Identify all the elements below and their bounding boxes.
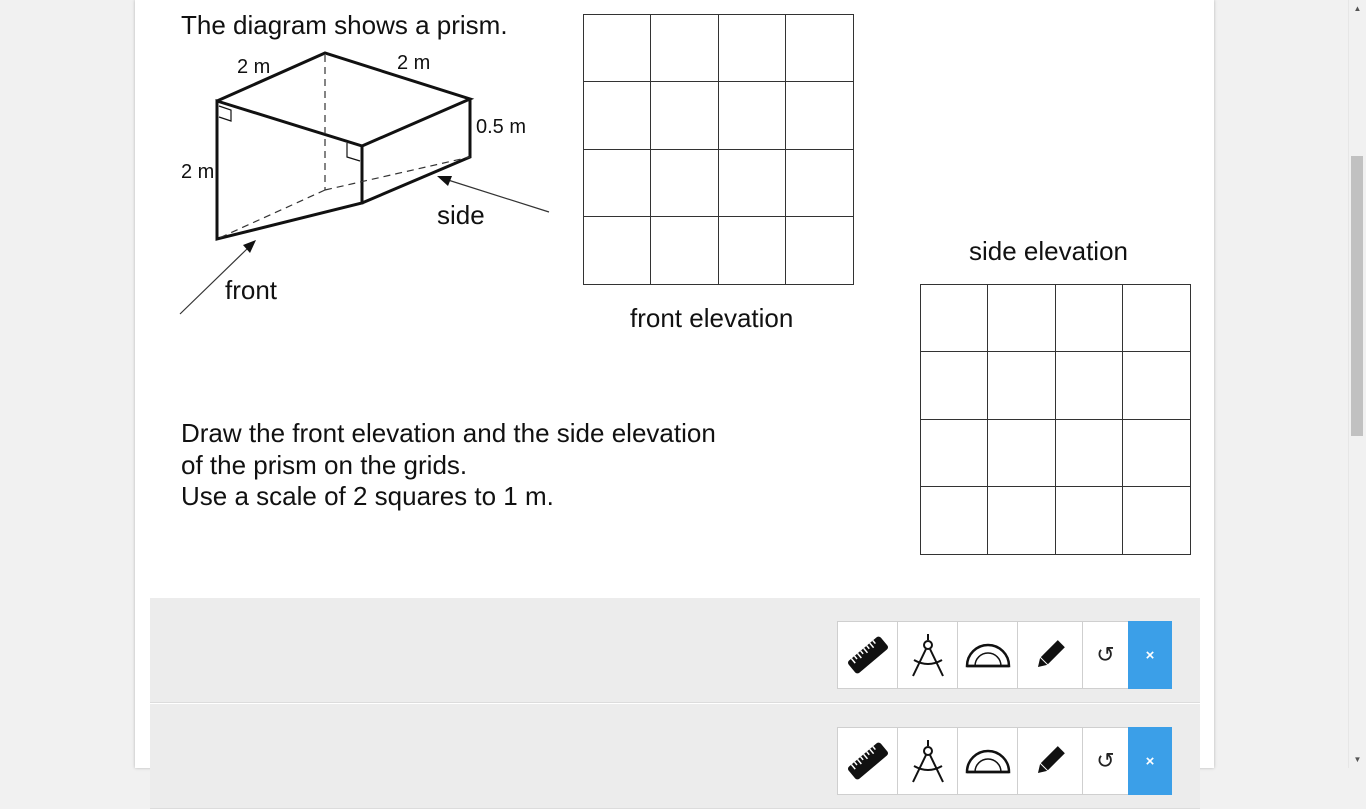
undo-button[interactable] [1082, 621, 1129, 689]
instruction-line: of the prism on the grids. [181, 449, 468, 480]
prism-right-edges [362, 99, 470, 203]
dim-top-left: 2 m [237, 56, 271, 78]
close-button[interactable] [1128, 727, 1172, 795]
ruler-icon [845, 632, 891, 678]
vertical-scrollbar[interactable] [1348, 0, 1366, 768]
compass-tool-button[interactable] [897, 727, 958, 795]
dim-top-right: 2 m [397, 52, 431, 74]
side-arrow-head [437, 176, 452, 186]
protractor-icon [965, 746, 1011, 776]
ruler-tool-button[interactable] [837, 621, 898, 689]
close-icon: × [1145, 646, 1155, 664]
compass-icon [908, 632, 948, 678]
instruction-line: Draw the front elevation and the side elevation [181, 418, 716, 448]
ruler-tool-button[interactable] [837, 727, 898, 795]
side-elevation-grid[interactable] [920, 284, 1191, 555]
scroll-down-arrow-icon[interactable]: ▼ [1353, 755, 1362, 764]
compass-icon [908, 738, 948, 784]
drawing-toolbar [150, 704, 1200, 809]
close-icon: × [1145, 752, 1155, 770]
undo-icon: ↺ [1096, 748, 1115, 773]
side-elevation-label: side elevation [969, 236, 1128, 266]
dim-left-height: 2 m [181, 161, 215, 183]
front-arrow-label: front [225, 275, 278, 305]
protractor-tool-button[interactable] [957, 727, 1018, 795]
pencil-icon [1032, 743, 1068, 779]
tool-group [837, 621, 1171, 691]
side-arrow-label: side [437, 200, 485, 230]
scroll-thumb[interactable] [1351, 156, 1363, 436]
close-button[interactable] [1128, 621, 1172, 689]
protractor-tool-button[interactable] [957, 621, 1018, 689]
undo-button[interactable] [1082, 727, 1129, 795]
question-page [135, 0, 1214, 773]
dim-right-height: 0.5 m [476, 116, 527, 138]
front-elevation-label: front elevation [630, 303, 794, 333]
prism-front-face [217, 101, 362, 239]
tool-group [837, 727, 1171, 797]
pencil-tool-button[interactable] [1017, 727, 1083, 795]
compass-tool-button[interactable] [897, 621, 958, 689]
instruction-line: Use a scale of 2 squares to 1 m. [181, 481, 554, 511]
question-instructions [181, 418, 716, 513]
pencil-icon [1032, 637, 1068, 673]
right-angle-mark [219, 106, 231, 121]
undo-icon: ↺ [1096, 642, 1115, 667]
ruler-icon [845, 738, 891, 784]
question-intro: The diagram shows a prism. [181, 10, 508, 40]
scroll-up-arrow-icon[interactable]: ▲ [1353, 4, 1362, 13]
drawing-toolbar [150, 598, 1200, 703]
protractor-icon [965, 640, 1011, 670]
front-elevation-grid[interactable] [583, 14, 854, 285]
pencil-tool-button[interactable] [1017, 621, 1083, 689]
